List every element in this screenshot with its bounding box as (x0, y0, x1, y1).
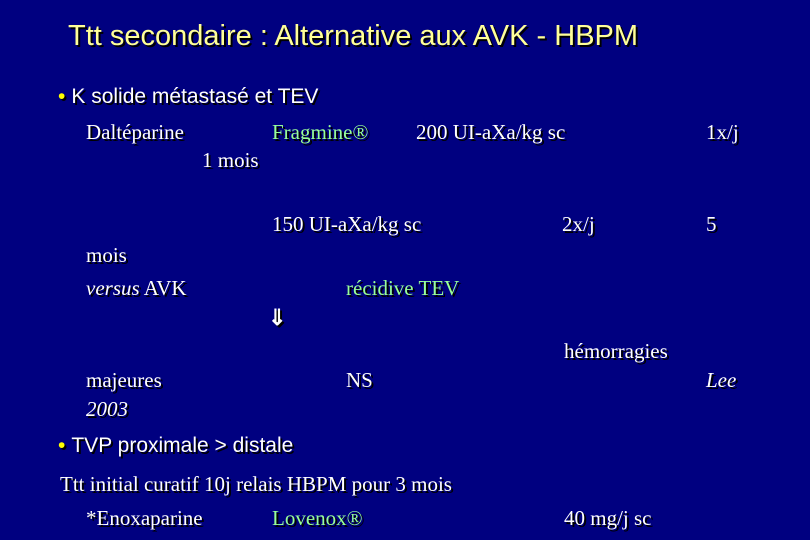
drug2-brand: Lovenox® (272, 506, 363, 530)
bullet-dot-icon: • (58, 85, 66, 108)
dose1: 200 UI-aXa/kg sc (416, 120, 566, 144)
versus-word: versus (86, 276, 140, 300)
duration1: 1 mois (202, 148, 259, 172)
slide-title: Ttt secondaire : Alternative aux AVK - HBPM (68, 20, 639, 52)
drug1-name: Daltéparine (86, 120, 184, 144)
hemorrhage-label: hémorragies (564, 339, 668, 363)
ns-label: NS (346, 368, 373, 392)
bullet-tvp (58, 434, 293, 458)
bullet-dot-icon: • (58, 434, 66, 457)
duration2-value: 5 (706, 212, 717, 236)
initial-treatment: Ttt initial curatif 10j relais HBPM pour 3 mois (60, 472, 452, 496)
bullet-k-solide (58, 85, 318, 109)
major-label: majeures (86, 368, 162, 392)
bullet-k-solide-label: K solide métastasé et TEV (71, 85, 319, 108)
recurrence-label: récidive TEV (346, 276, 460, 300)
reference-author: Lee (706, 368, 737, 392)
duration2-unit: mois (86, 243, 127, 267)
versus-line (86, 276, 187, 301)
dose2: 150 UI-aXa/kg sc (272, 212, 422, 236)
versus-comparator: AVK (143, 276, 187, 300)
drug2-name: *Enoxaparine (86, 506, 203, 530)
drug1-brand: Fragmine® (272, 120, 369, 144)
frequency1: 1x/j (706, 120, 739, 144)
bullet-tvp-label: TVP proximale > distale (71, 434, 294, 457)
reference-year: 2003 (86, 397, 128, 421)
down-double-arrow-icon: ⇓ (268, 305, 287, 330)
drug2-dose: 40 mg/j sc (564, 506, 652, 530)
frequency2: 2x/j (562, 212, 595, 236)
